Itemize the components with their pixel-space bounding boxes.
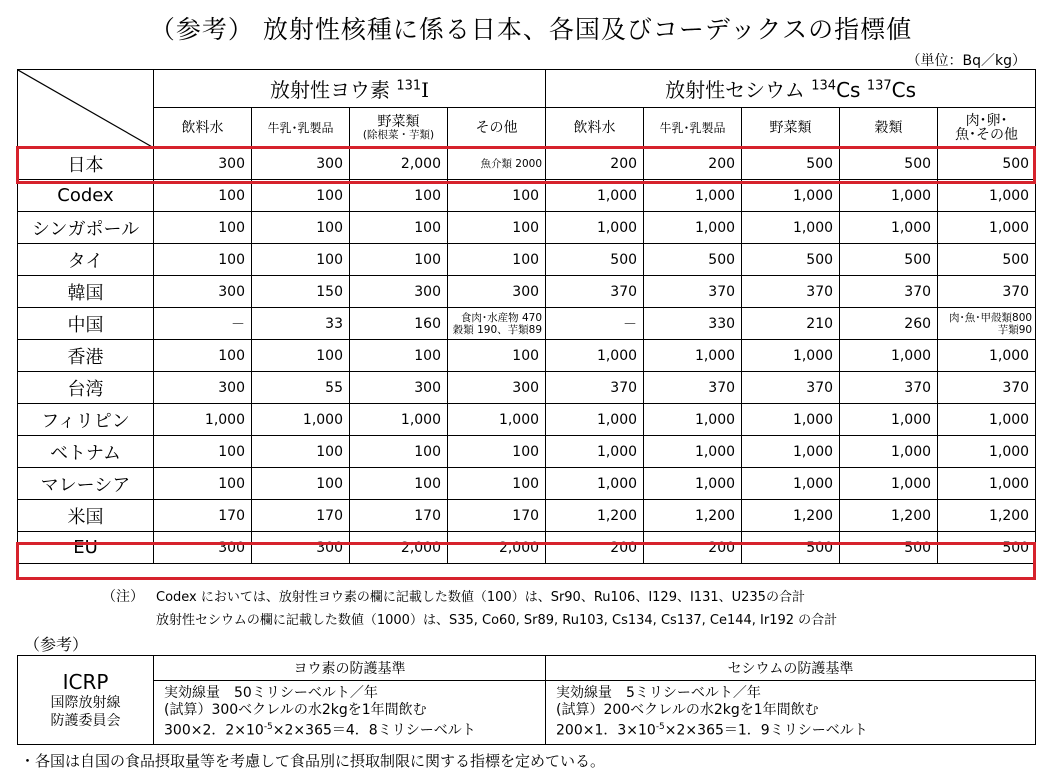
value-cell: 1,000 [546, 180, 644, 212]
country-name: 中国 [18, 308, 154, 340]
value-cell: 1,000 [742, 212, 840, 244]
value-cell: 210 [742, 308, 840, 340]
value-cell: 1,000 [546, 212, 644, 244]
table-row [18, 308, 1036, 340]
col-iodine-other: その他 [448, 108, 546, 148]
value-cell: － [546, 308, 644, 340]
country-name: 香港 [18, 340, 154, 372]
value-cell: 300 [448, 276, 546, 308]
value-cell: 1,000 [938, 340, 1036, 372]
header-row-groups [18, 70, 1036, 108]
value-cell: 1,000 [644, 212, 742, 244]
country-name: 韓国 [18, 276, 154, 308]
value-cell: 100 [252, 212, 350, 244]
value-cell: 100 [252, 180, 350, 212]
value-cell: 300 [154, 276, 252, 308]
iodine-symbol: I [421, 78, 430, 102]
value-cell: 100 [448, 340, 546, 372]
value-cell: 370 [938, 276, 1036, 308]
header-row-categories [18, 108, 1036, 148]
value-cell: 300 [154, 372, 252, 404]
table-row [18, 532, 1036, 564]
cesium-line-1: 実効線量 5ミリシーベルト／年 [556, 685, 761, 701]
iodine-line-3: 300×2．$2\times 10^{-5}\times 2\times 365=4$．8ミリシーベルト [164, 722, 476, 739]
value-cell: 500 [938, 148, 1036, 180]
value-cell: 500 [644, 244, 742, 276]
note-line-2: 放射性セシウムの欄に記載した数値（1000）は、S35, Co60, Sr89, Ru103, Cs134, Cs137, Ce144, Ir192 の合計 [156, 613, 838, 628]
value-cell: 170 [350, 500, 448, 532]
value-cell: 200 [546, 532, 644, 564]
table-row [18, 404, 1036, 436]
value-cell: 1,000 [840, 468, 938, 500]
value-cell: 370 [644, 276, 742, 308]
footer-note: ・各国は自国の食品摂取量等を考慮して食品別に摂取制限に関する指標を定めている。 [20, 752, 606, 770]
iodine-line-2: (試算）300ベクレルの水2kgを1年間飲む [164, 702, 427, 718]
value-cell: 100 [448, 468, 546, 500]
value-cell: 1,000 [840, 180, 938, 212]
value-cell: 100 [350, 468, 448, 500]
table-row [18, 276, 1036, 308]
value-cell: 100 [154, 212, 252, 244]
value-cell: 200 [644, 532, 742, 564]
cesium-standard-header: セシウムの防護基準 [546, 656, 1036, 681]
value-cell: 500 [840, 532, 938, 564]
iodine-standard-body [154, 681, 546, 745]
iodine-standard-header: ヨウ素の防護基準 [154, 656, 546, 681]
value-cell: 500 [546, 244, 644, 276]
value-cell: 300 [350, 276, 448, 308]
value-cell: 300 [154, 532, 252, 564]
value-cell: 1,000 [938, 468, 1036, 500]
value-cell: 100 [448, 212, 546, 244]
value-cell: 160 [350, 308, 448, 340]
value-cell: 1,000 [840, 212, 938, 244]
iodine-label: 放射性ヨウ素 [269, 78, 390, 102]
value-cell: 300 [448, 372, 546, 404]
value-cell: 370 [546, 372, 644, 404]
value-cell: 1,000 [938, 404, 1036, 436]
col-cesium-meat: 肉･卵･ 魚･その他 [938, 108, 1036, 148]
col-iodine-water: 飲料水 [154, 108, 252, 148]
value-cell: 1,000 [938, 212, 1036, 244]
col-iodine-veg-note: (除根菜・芋類) [362, 128, 435, 141]
cesium-line-2: (試算）200ベクレルの水2kgを1年間飲む [556, 702, 819, 718]
value-cell: 1,200 [546, 500, 644, 532]
value-cell: 100 [154, 340, 252, 372]
col-cesium-veg: 野菜類 [742, 108, 840, 148]
value-cell: 100 [252, 340, 350, 372]
country-name: 日本 [18, 148, 154, 180]
value-cell: 1,000 [644, 404, 742, 436]
value-cell: 1,200 [742, 500, 840, 532]
value-cell: 1,200 [840, 500, 938, 532]
value-cell: 500 [742, 532, 840, 564]
table-body [18, 148, 1036, 564]
value-cell: 1,000 [742, 468, 840, 500]
value-cell: 100 [252, 468, 350, 500]
value-cell: 300 [154, 148, 252, 180]
value-cell: 1,000 [742, 436, 840, 468]
cesium134-mass: 134 [811, 78, 837, 94]
iodine-line-1: 実効線量 50ミリシーベルト／年 [164, 685, 378, 701]
value-cell: 55 [252, 372, 350, 404]
value-cell: 2,000 [350, 532, 448, 564]
value-cell: 330 [644, 308, 742, 340]
country-name: Codex [18, 180, 154, 212]
cesium137-symbol: Cs [891, 78, 917, 102]
col-cesium-grain: 穀類 [840, 108, 938, 148]
reference-table [17, 655, 1036, 745]
value-cell: 500 [938, 532, 1036, 564]
corner-diagonal-cell [18, 70, 154, 148]
col-cesium-milk: 牛乳･乳製品 [644, 108, 742, 148]
value-cell: 370 [546, 276, 644, 308]
country-name: ベトナム [18, 436, 154, 468]
value-cell: 170 [448, 500, 546, 532]
value-cell: 200 [546, 148, 644, 180]
col-iodine-milk: 牛乳･乳製品 [252, 108, 350, 148]
value-cell: 1,000 [546, 404, 644, 436]
value-cell: 1,000 [252, 404, 350, 436]
value-cell: 500 [840, 244, 938, 276]
value-cell: 500 [742, 244, 840, 276]
country-name: 米国 [18, 500, 154, 532]
value-cell: － [154, 308, 252, 340]
table-row [18, 436, 1036, 468]
table-row [18, 212, 1036, 244]
note-line-1: Codex においては、放射性ヨウ素の欄に記載した数値（100）は、Sr90、Ru106、I129、I131、U235の合計 [156, 590, 805, 605]
country-name: フィリピン [18, 404, 154, 436]
table-row [18, 372, 1036, 404]
value-cell: 170 [252, 500, 350, 532]
reference-label: （参考） [24, 635, 89, 654]
col-cesium-water: 飲料水 [546, 108, 644, 148]
cesium-group-header [546, 70, 1036, 108]
cesium-label: 放射性セシウム [665, 78, 805, 102]
value-cell: 2,000 [448, 532, 546, 564]
value-cell: 100 [350, 340, 448, 372]
value-cell: 1,000 [154, 404, 252, 436]
value-cell: 1,000 [644, 340, 742, 372]
page-title: （参考） 放射性核種に係る日本、各国及びコーデックスの指標値 [149, 15, 913, 44]
value-cell: 33 [252, 308, 350, 340]
value-cell: 100 [252, 244, 350, 276]
value-cell: 1,000 [742, 180, 840, 212]
icrp-name-2: 防護委員会 [50, 712, 121, 729]
value-cell: 150 [252, 276, 350, 308]
country-name: タイ [18, 244, 154, 276]
icrp-abbr: ICRP [62, 669, 109, 694]
value-cell: 100 [154, 468, 252, 500]
value-cell: 260 [840, 308, 938, 340]
value-cell: 1,000 [644, 180, 742, 212]
value-cell: 300 [252, 148, 350, 180]
country-name: マレーシア [18, 468, 154, 500]
value-cell: 170 [154, 500, 252, 532]
value-cell: 1,000 [742, 404, 840, 436]
value-cell: 1,000 [840, 340, 938, 372]
value-cell: 300 [252, 532, 350, 564]
value-cell: 500 [938, 244, 1036, 276]
value-cell: 1,200 [938, 500, 1036, 532]
value-cell: 1,000 [448, 404, 546, 436]
value-cell: 100 [350, 436, 448, 468]
table-row [18, 340, 1036, 372]
limits-table [17, 69, 1036, 564]
table-row [18, 148, 1036, 180]
value-cell: 1,000 [644, 468, 742, 500]
value-cell: 1,000 [546, 436, 644, 468]
value-cell: 100 [252, 436, 350, 468]
value-cell: 1,000 [350, 404, 448, 436]
table-row [18, 468, 1036, 500]
value-cell: 370 [840, 372, 938, 404]
cesium-line-3: 200×1．$3\times 10^{-5}\times 2\times 365=1$．9ミリシーベルト [556, 722, 868, 739]
table-row [18, 180, 1036, 212]
value-cell: 370 [742, 372, 840, 404]
value-cell: 1,000 [546, 340, 644, 372]
country-name: 台湾 [18, 372, 154, 404]
value-cell: 1,200 [644, 500, 742, 532]
value-cell: 370 [938, 372, 1036, 404]
value-cell: 100 [350, 180, 448, 212]
value-cell: 100 [448, 244, 546, 276]
value-cell: 100 [154, 180, 252, 212]
value-cell: 1,000 [840, 404, 938, 436]
table-row [18, 244, 1036, 276]
value-cell: 200 [644, 148, 742, 180]
diagonal-line [18, 70, 154, 148]
iodine-group-header [154, 70, 546, 108]
value-cell: 1,000 [546, 468, 644, 500]
value-cell: 100 [154, 244, 252, 276]
value-cell: 食肉･水産物 470 穀類 190、芋類89 [448, 308, 546, 340]
icrp-name-1: 国際放射線 [50, 694, 121, 711]
value-cell: 肉･魚･甲殻類800 芋類90 [938, 308, 1036, 340]
value-cell: 2,000 [350, 148, 448, 180]
table-row [18, 500, 1036, 532]
cesium-standard-body [546, 681, 1036, 745]
value-cell: 370 [742, 276, 840, 308]
value-cell: 100 [448, 436, 546, 468]
iodine-mass: 131 [396, 78, 422, 94]
country-name: EU [18, 532, 154, 564]
icrp-cell [18, 656, 154, 745]
value-cell: 魚介類 2000 [448, 148, 546, 180]
note-label: （注） [102, 589, 144, 605]
value-cell: 370 [644, 372, 742, 404]
value-cell: 1,000 [742, 340, 840, 372]
value-cell: 100 [448, 180, 546, 212]
value-cell: 100 [350, 244, 448, 276]
value-cell: 100 [350, 212, 448, 244]
cesium137-mass: 137 [866, 78, 892, 94]
value-cell: 300 [350, 372, 448, 404]
col-iodine-veg: 野菜類 (除根菜・芋類) [350, 108, 448, 148]
value-cell: 1,000 [644, 436, 742, 468]
value-cell: 1,000 [840, 436, 938, 468]
value-cell: 100 [154, 436, 252, 468]
country-name: シンガポール [18, 212, 154, 244]
value-cell: 1,000 [938, 180, 1036, 212]
value-cell: 500 [840, 148, 938, 180]
value-cell: 500 [742, 148, 840, 180]
unit-label: （単位：Bq／kg） [906, 53, 1026, 69]
value-cell: 370 [840, 276, 938, 308]
value-cell: 1,000 [938, 436, 1036, 468]
cesium134-symbol: Cs [836, 78, 861, 102]
